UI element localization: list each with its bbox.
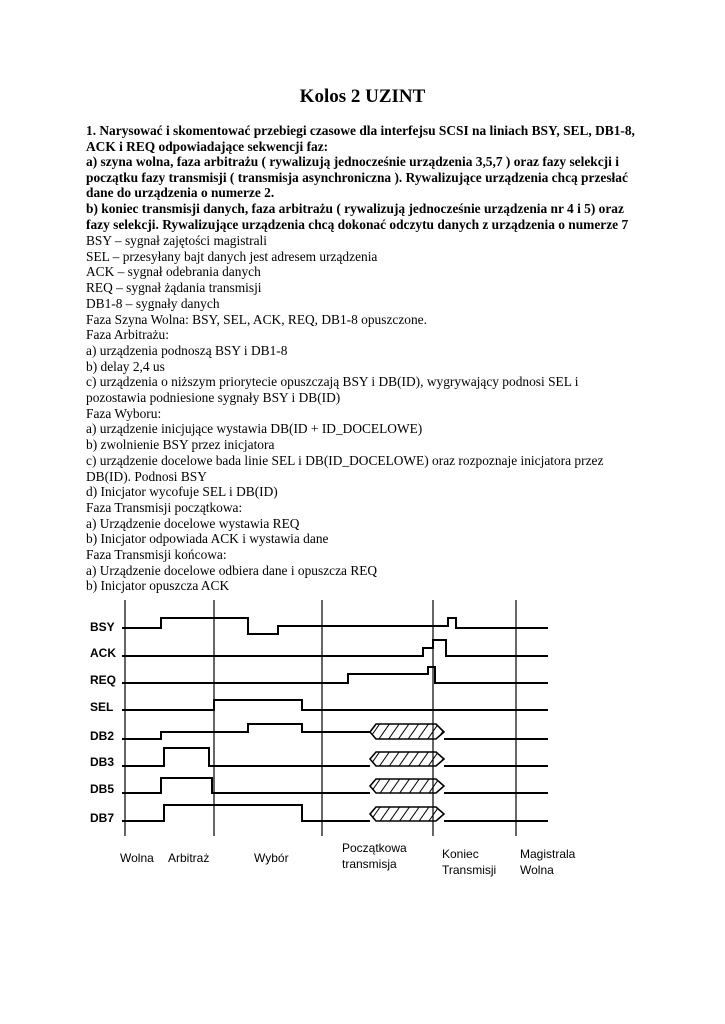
task-part-b: b) koniec transmisji danych, faza arbitrażu ( rywalizują jednocześnie urządzenia nr 4 i 5) oraz fazy selekcji. Rywalizujące urządzenia chcą dokonać odczytu danych z urządzenia o numerze 7	[86, 200, 629, 232]
data-block-db7	[370, 807, 444, 821]
note-line: b) zwolnienie BSY przez inicjatora	[86, 437, 275, 453]
waveform-ack	[122, 640, 548, 656]
phase-label-magistrala: Magistrala	[520, 847, 576, 861]
note-line: c) urządzenia o niższym priorytecie opuszczają BSY i DB(ID), wygrywający podnosi SEL i	[86, 374, 579, 390]
waveform-sel	[122, 700, 548, 710]
note-line: b) Inicjator opuszcza ACK	[86, 578, 230, 594]
note-line: c) urządzenie docelowe bada linie SEL i DB(ID_DOCELOWE) oraz rozpoznaje inicjatora przez	[86, 452, 604, 468]
note-line: Faza Wyboru:	[86, 405, 162, 421]
note-line: pozostawia podniesione sygnały BSY i DB(ID)	[86, 390, 341, 406]
phase-label-poczatkowa: Początkowa	[342, 841, 407, 855]
waveform-db7	[122, 805, 548, 821]
phase-label-wolna: Wolna	[120, 851, 154, 865]
waveform-db5	[122, 778, 548, 793]
note-line: Faza Transmisji końcowa:	[86, 547, 227, 563]
waveform-db2	[122, 724, 548, 739]
data-block-db2	[370, 724, 444, 739]
signal-label-bsy: BSY	[90, 620, 115, 634]
note-line: DB1-8 – sygnały danych	[86, 295, 220, 311]
note-line: ACK – sygnał odebrania danych	[86, 264, 261, 280]
notes-section	[86, 233, 646, 594]
timing-diagram-svg	[78, 596, 598, 896]
phase-label-koniec: Koniec	[442, 847, 479, 861]
note-line: a) Urządzenie docelowe odbiera dane i opuszcza REQ	[86, 562, 378, 578]
note-line: a) urządzenia podnoszą BSY i DB1-8	[86, 342, 288, 358]
note-line: b) Inicjator odpowiada ACK i wystawia dane	[86, 531, 329, 547]
signal-label-ack: ACK	[90, 646, 116, 660]
note-line: SEL – przesyłany bajt danych jest adresem urządzenia	[86, 248, 378, 264]
note-line: a) urządzenie inicjujące wystawia DB(ID + ID_DOCELOWE)	[86, 421, 423, 437]
note-line: Faza Transmisji początkowa:	[86, 499, 243, 515]
page-title: Kolos 2 UZINT	[299, 86, 426, 107]
phase-separators	[125, 600, 516, 836]
phase-label-wolna-end: Wolna	[520, 863, 554, 877]
task-statement	[86, 123, 646, 232]
data-block-db3	[370, 752, 444, 766]
waveform-req	[122, 667, 548, 683]
note-line: Faza Szyna Wolna: BSY, SEL, ACK, REQ, DB1-8 opuszczone.	[86, 311, 427, 327]
phase-label-arbitraz: Arbitraż	[168, 851, 210, 865]
signal-label-db2: DB2	[90, 729, 115, 743]
note-line: BSY – sygnał zajętości magistrali	[86, 233, 267, 248]
data-block-db5	[370, 779, 444, 793]
signal-label-db7: DB7	[90, 811, 115, 825]
note-line: Faza Arbitrażu:	[86, 327, 169, 343]
phase-label-transmisja: transmisja	[342, 857, 397, 871]
task-question: 1. Narysować i skomentować przebiegi czasowe dla interfejsu SCSI na liniach BSY, SEL, DB1-8, ACK i REQ odpowiadające sekwencji faz:	[86, 123, 635, 154]
task-part-a: a) szyna wolna, faza arbitrażu ( rywalizują jednocześnie urządzenia 3,5,7 ) oraz fazy selekcji i początku fazy transmisji ( transmisja asynchroniczna ). Rywalizujące urządzenia chcą przesłać dane do urządzenia o numerze 2.	[86, 154, 628, 201]
phase-label-wybor: Wybór	[254, 851, 289, 865]
signal-label-sel: SEL	[90, 700, 114, 714]
note-line: a) Urządzenie docelowe wystawia REQ	[86, 515, 300, 531]
signal-label-db3: DB3	[90, 755, 115, 769]
phase-label-transmisji: Transmisji	[442, 863, 497, 877]
waveform-bsy	[122, 618, 548, 634]
note-line: DB(ID). Podnosi BSY	[86, 468, 207, 484]
note-line: REQ – sygnał żądania transmisji	[86, 280, 262, 296]
note-line: d) Inicjator wycofuje SEL i DB(ID)	[86, 484, 278, 500]
signal-label-db5: DB5	[90, 782, 115, 796]
note-line: b) delay 2,4 us	[86, 358, 165, 374]
signal-label-req: REQ	[90, 673, 117, 687]
waveform-db3	[122, 748, 548, 766]
timing-diagram	[78, 596, 598, 896]
